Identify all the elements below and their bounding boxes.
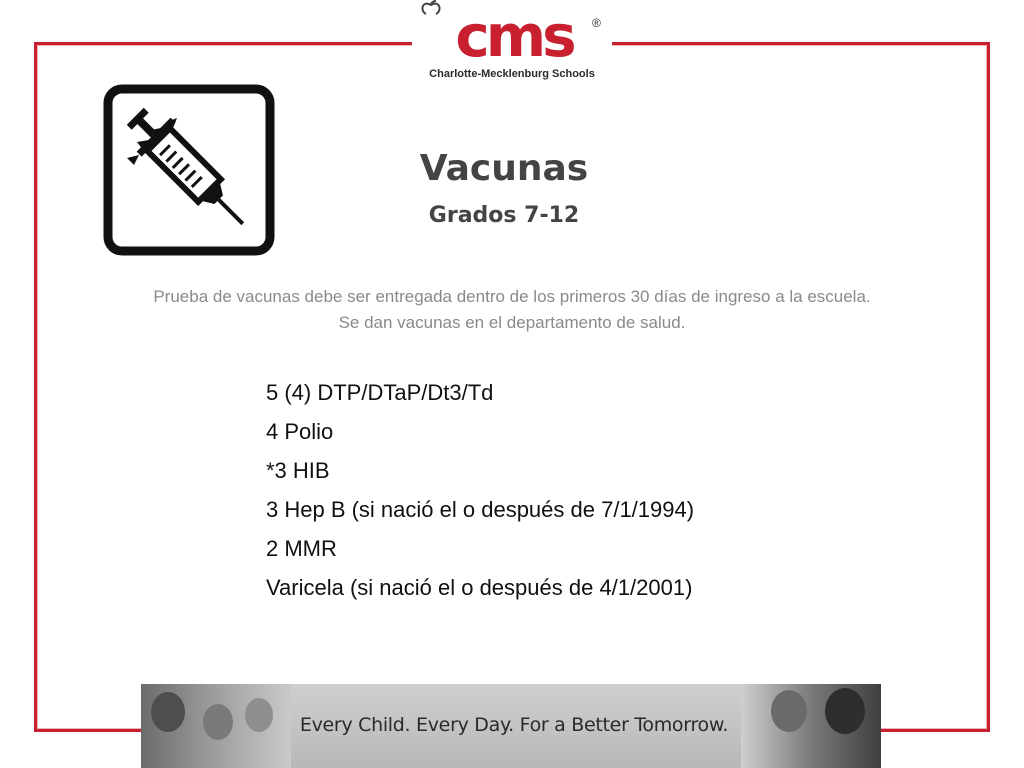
students-photo-right (741, 684, 881, 768)
page-subtitle: Grados 7-12 (428, 203, 580, 228)
registered-mark: ® (592, 16, 601, 30)
cms-logo (412, 0, 612, 92)
slogan-banner (141, 684, 881, 768)
logo-wordmark: cms (455, 2, 573, 70)
intro-text: Prueba de vacunas debe ser entregada dentro de los primeros 30 días de ingreso a la escuela. Se dan vacunas en el departamento de salud. (153, 287, 871, 332)
list-item: 2 MMR (266, 536, 337, 561)
logo-subtitle: Charlotte-Mecklenburg Schools (429, 68, 595, 80)
list-item: 4 Polio (266, 419, 334, 444)
students-photo-left (141, 684, 291, 768)
list-item: 3 Hep B (si nació el o después de 7/1/1994) (266, 497, 695, 522)
list-item: *3 HIB (266, 458, 330, 483)
vaccine-list (266, 377, 694, 611)
page-title: Vacunas (419, 148, 589, 189)
syringe-icon (103, 84, 275, 256)
list-item: Varicela (si nació el o después de 4/1/2001) (266, 575, 693, 600)
list-item: 5 (4) DTP/DTaP/Dt3/Td (266, 380, 494, 405)
banner-slogan: Every Child. Every Day. For a Better Tomorrow. (299, 714, 729, 736)
